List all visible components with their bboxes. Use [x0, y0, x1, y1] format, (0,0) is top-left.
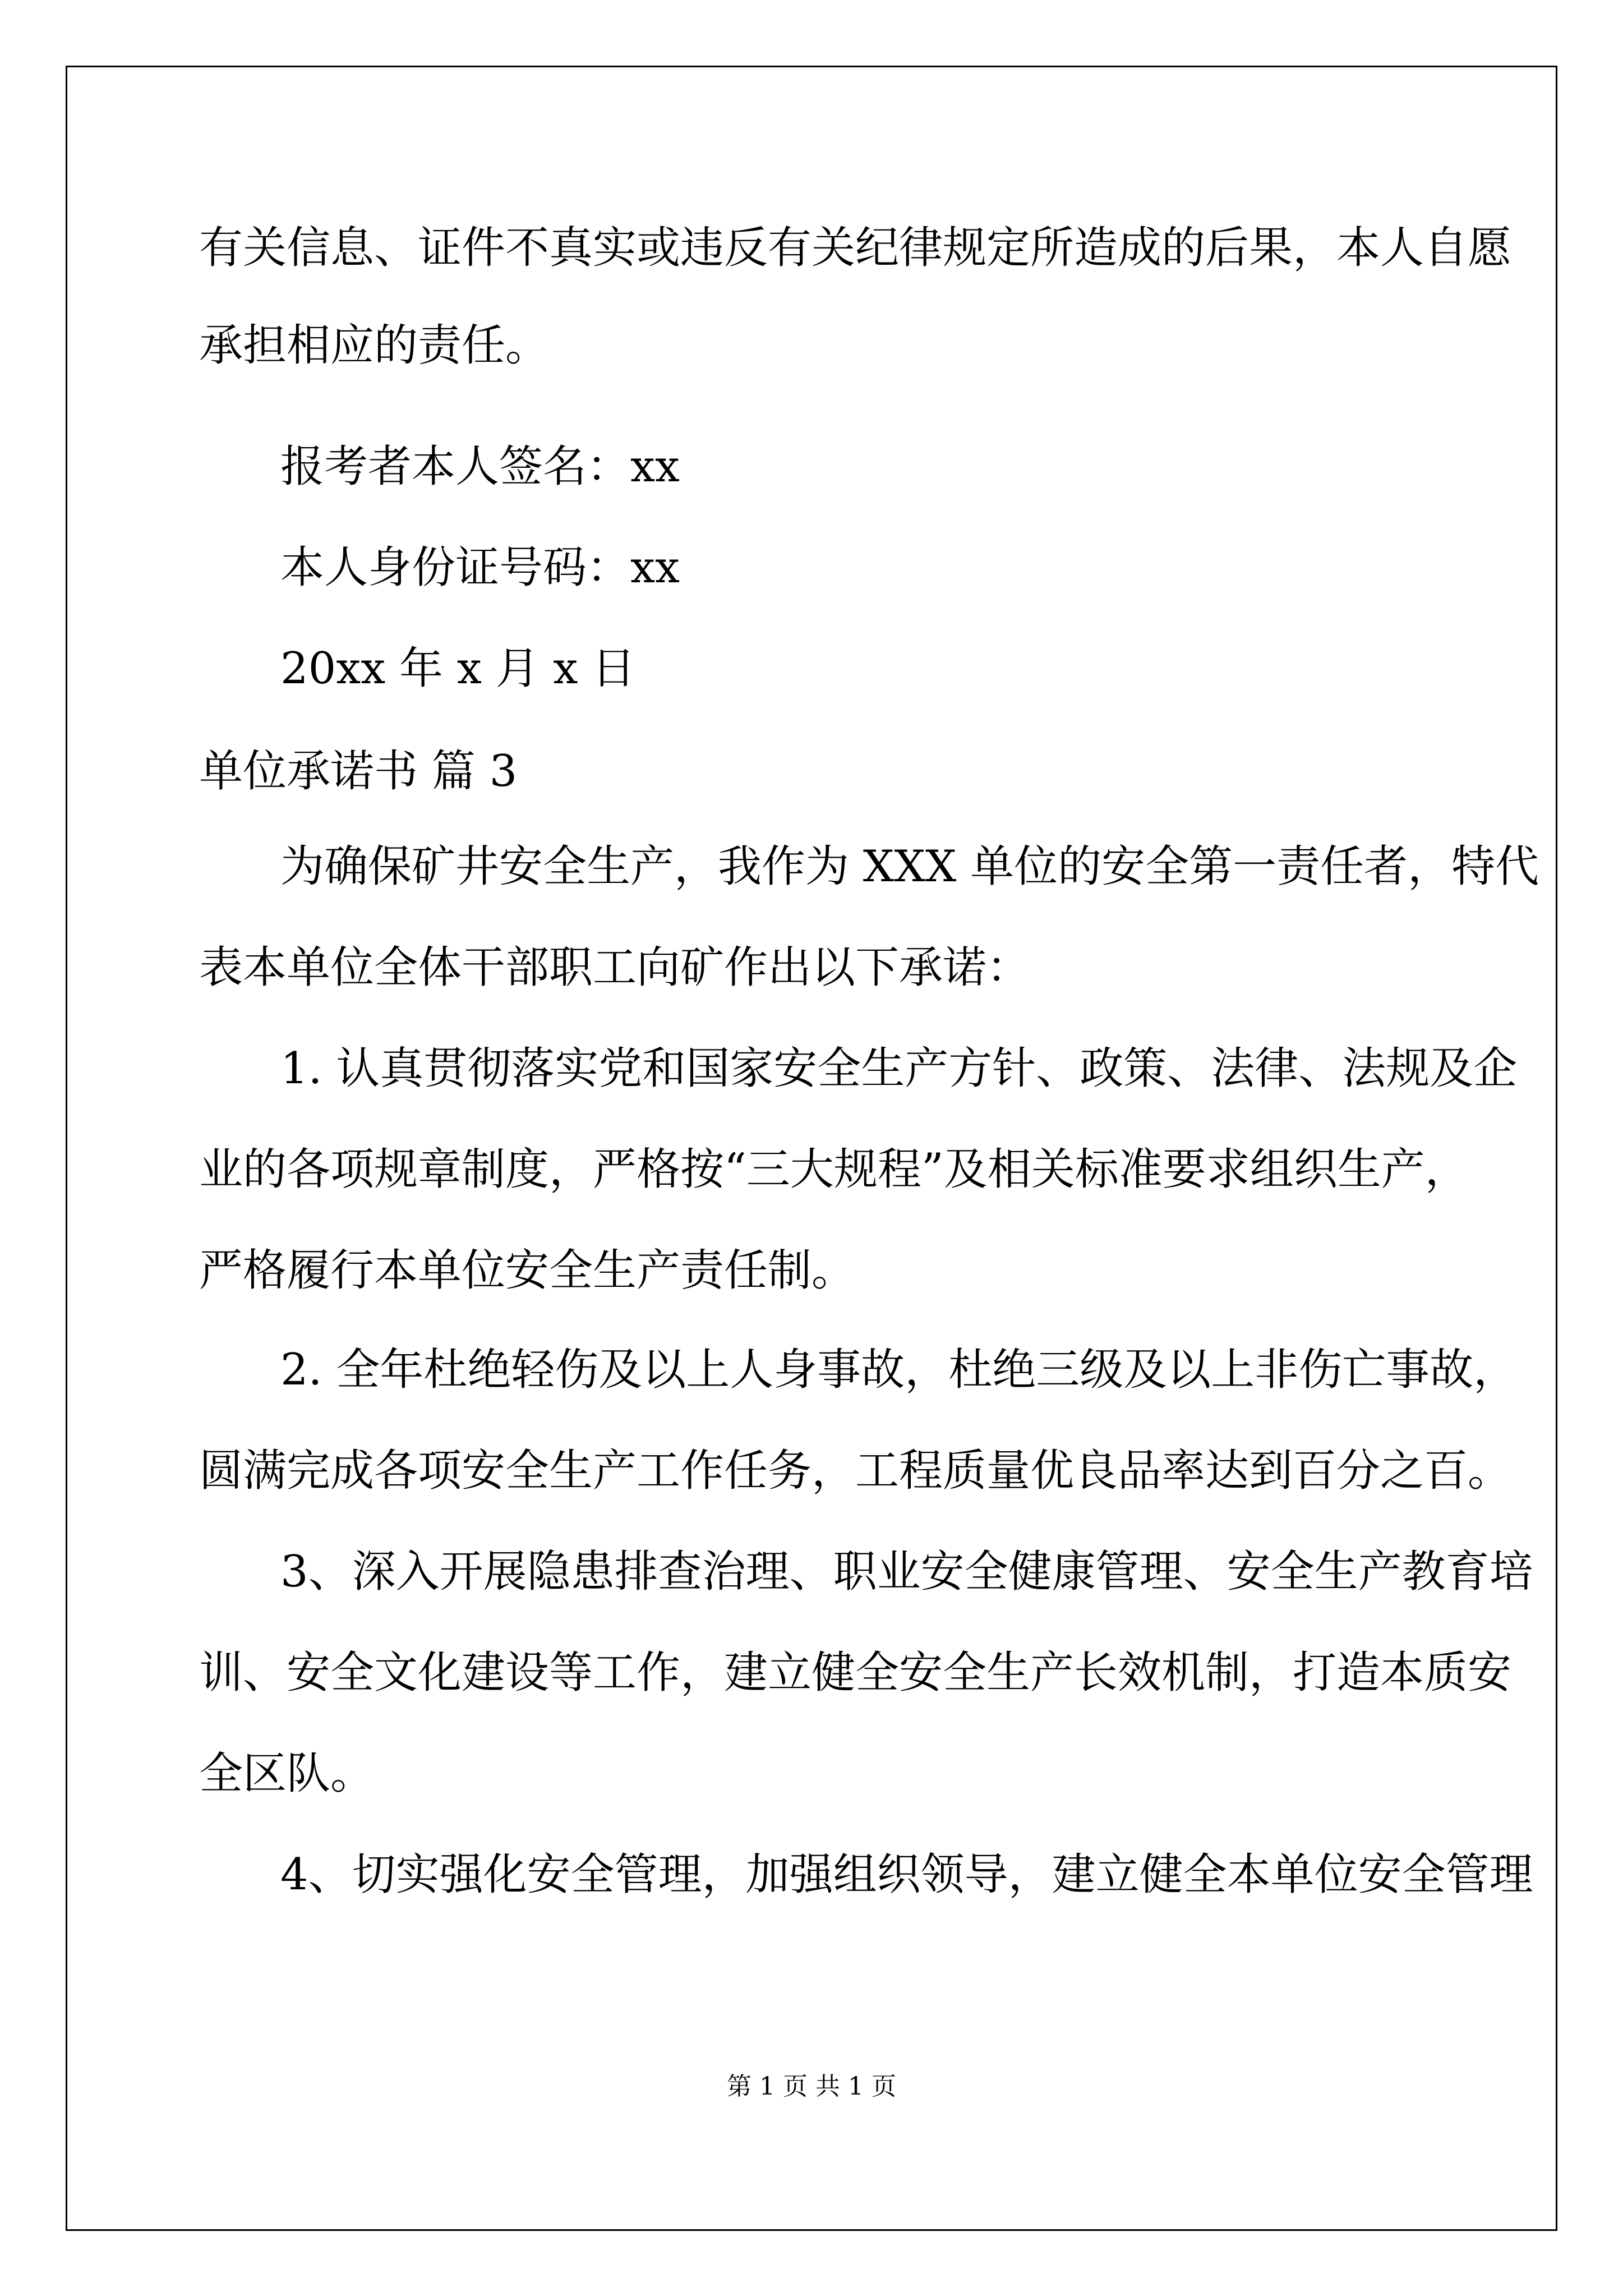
section-title: 单位承诺书 篇 3	[199, 746, 518, 797]
list-item-1-line: 严格履行本单位安全生产责任制。	[199, 1245, 856, 1296]
list-item-1-line: 业的各项规章制度，严格按“三大规程”及相关标准要求组织生产，	[199, 1144, 1469, 1195]
list-item-4-line: 4、切实强化安全管理，加强组织领导，建立健全本单位安全管理	[280, 1849, 1533, 1900]
signature-line: 报考者本人签名：xx	[280, 441, 680, 492]
list-item-3-line: 3、深入开展隐患排查治理、职业安全健康管理、安全生产教育培	[280, 1547, 1533, 1597]
date-line: 20xx 年 x 月 x 日	[280, 643, 636, 694]
list-item-2-line: 圆满完成各项安全生产工作任务，工程质量优良品率达到百分之百。	[199, 1446, 1512, 1496]
body-text-line: 承担相应的责任。	[199, 320, 550, 371]
body-text-line: 有关信息、证件不真实或违反有关纪律规定所造成的后果，本人自愿	[199, 223, 1512, 273]
body-text-line: 表本单位全体干部职工向矿作出以下承诺：	[199, 942, 1031, 993]
body-text-line: 为确保矿井安全生产，我作为 XXX 单位的安全第一责任者，特代	[280, 841, 1539, 892]
list-item-3-line: 全区队。	[199, 1749, 375, 1799]
id-number-line: 本人身份证号码：xx	[280, 542, 680, 593]
page-footer: 第 1 页 共 1 页	[727, 2072, 896, 2101]
list-item-3-line: 训、安全文化建设等工作，建立健全安全生产长效机制，打造本质安	[199, 1648, 1512, 1698]
list-item-1-line: 1. 认真贯彻落实党和国家安全生产方针、政策、法律、法规及企	[280, 1043, 1518, 1094]
list-item-2-line: 2. 全年杜绝轻伤及以上人身事故，杜绝三级及以上非伤亡事故，	[280, 1345, 1518, 1395]
